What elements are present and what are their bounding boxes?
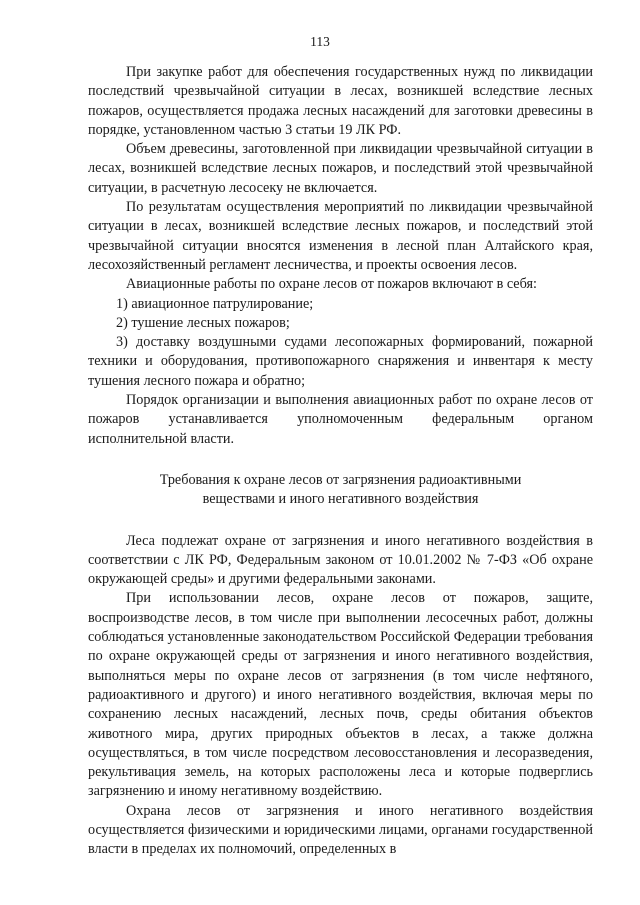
paragraph-results: По результатам осуществления мероприятий по ликвидации чрезвычайной ситуации в лесах, возникшей вследствие лесных пожаров, и последствий этой чрезвычайной ситуации вносятся изменения в лесной план Алтайского края, лесохозяйственный регламент лесничества, и проекты освоения лесов.: [88, 199, 593, 273]
paragraph-protection-actors: Охрана лесов от загрязнения и иного негативного воздействия осуществляется физическими и юридическими лицами, органами государственной власти в пределах их полномочий, определенных в: [88, 802, 593, 858]
paragraph-procurement: При закупке работ для обеспечения государственных нужд по ликвидации последствий чрезвычайной ситуации в лесах, возникшей вследствие лесных пожаров, осуществляется продажа лесных насаждений для заготовки древесины в порядке, установленном частью 3 статьи 19 ЛК РФ.: [88, 64, 593, 138]
paragraph-aviation-intro: Авиационные работы по охране лесов от пожаров включают в себя:: [126, 276, 537, 293]
section-heading-line-2: веществами и иного негативного воздействия: [202, 491, 479, 508]
section-heading: [88, 471, 593, 510]
paragraph-wood-volume: Объем древесины, заготовленной при ликвидации чрезвычайной ситуации в лесах, возникшей вследствие лесных пожаров, и последствий этой чрезвычайной ситуации, в расчетную лесосеку не включается.: [88, 141, 593, 196]
page-number: 113: [310, 34, 330, 49]
list-item: 1) авиационное патрулирование;: [116, 295, 314, 312]
section-heading-line-1: Требования к охране лесов от загрязнения радиоактивными: [159, 471, 522, 488]
aviation-list: [88, 295, 593, 391]
paragraph-aviation-procedure: Порядок организации и выполнения авиационных работ по охране лесов от пожаров устанавливается уполномоченным федеральным органом исполнительной власти.: [88, 392, 593, 447]
list-item: 2) тушение лесных пожаров;: [116, 314, 290, 331]
list-item: 3) доставку воздушными судами лесопожарных формирований, пожарной техники и оборудования, противопожарного снаряжения и инвентаря к месту тушения лесного пожара и обратно;: [88, 334, 593, 389]
paragraph-protection-requirements: При использовании лесов, охране лесов от пожаров, защите, воспроизводстве лесов, в том числе при выполнении лесосечных работ, должны соблюдаться установленные законодательством Российской Федерации требования по охране окружающей среды от загрязнения и иного негативного воздействия, выполняться меры по охране лесов от загрязнения (в том числе нефтяного, радиоактивного и другого) и иного негативного воздействия, включая меры по сохранению лесных насаждений, лесных почв, среды обитания объектов животного мира, других природных объектов в лесах, а также должна осуществляться, в том числе посредством лесовосстановления и лесоразведения, рекультивация земель, на которых расположены леса и которые подверглись загрязнению и иному негативному воздействию.: [88, 590, 593, 800]
paragraph-protection-law: Леса подлежат охране от загрязнения и иного негативного воздействия в соответствии с ЛК РФ, Федеральным законом от 10.01.2002 № 7-ФЗ «Об охране окружающей среды» и другими федеральными законами.: [88, 532, 593, 588]
document-body: [88, 63, 593, 860]
